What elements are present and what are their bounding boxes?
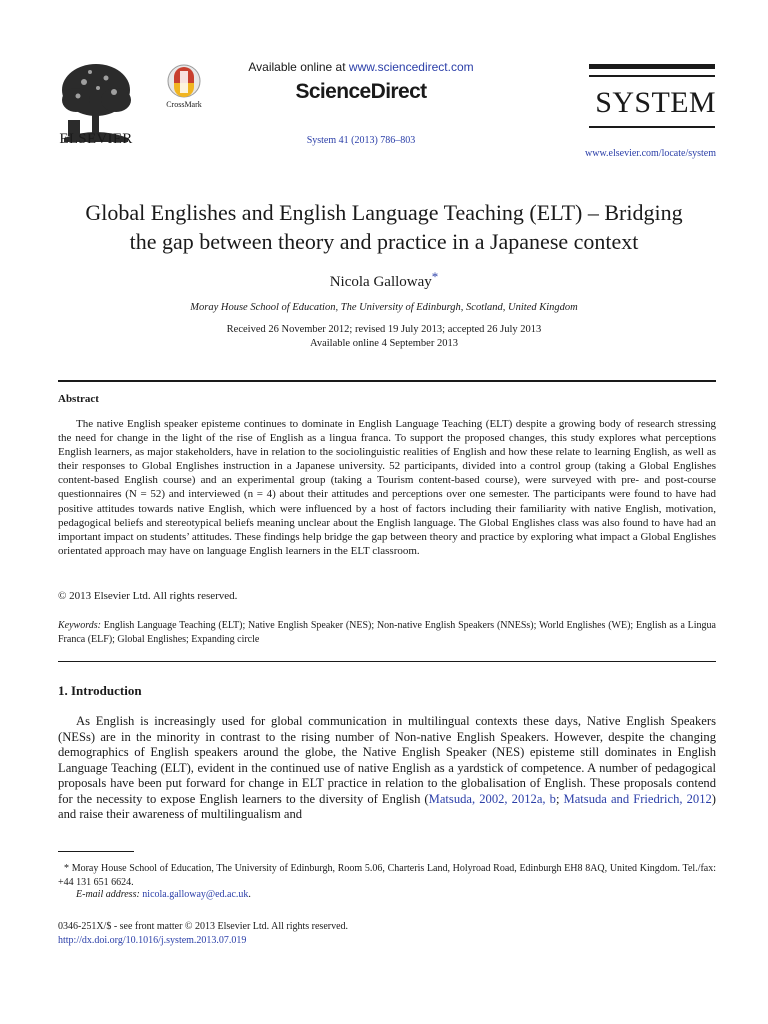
keywords-list: English Language Teaching (ELT); Native English Speaker (NES); Non-native English Speakers (NNESs); World Englishes (WE); English as a Lingua Franca (ELF); Global Englishes; Expanding circle (58, 620, 716, 645)
sciencedirect-link[interactable]: www.sciencedirect.com (348, 60, 474, 74)
journal-bar-bottom (589, 126, 715, 128)
author-name: Nicola Galloway (329, 274, 432, 290)
title-line-2: the gap between theory and practice in a Japanese context (129, 229, 639, 254)
sciencedirect-logo: ScienceDirect (295, 80, 427, 103)
received-dates: Received 26 November 2012; revised 19 July 2013; accepted 26 July 2013 (226, 324, 542, 335)
available-online-text: Available online at (248, 60, 349, 74)
author (100, 269, 668, 291)
ref-separator: ; (555, 791, 564, 806)
affiliation: Moray House School of Education, The University of Edinburgh, Scotland, United Kingdom (190, 302, 578, 313)
author-email (76, 889, 676, 900)
doi-link[interactable]: http://dx.doi.org/10.1016/j.system.2013.07.019 (58, 935, 247, 946)
publisher-name: ELSEVIER (59, 131, 133, 147)
email-link[interactable]: nicola.galloway@ed.ac.uk (142, 889, 249, 900)
abstract-copyright: © 2013 Elsevier Ltd. All rights reserved. (58, 590, 238, 602)
introduction-paragraph (58, 714, 716, 823)
section-heading-introduction: 1. Introduction (58, 683, 142, 698)
journal-bar-top (589, 64, 715, 69)
issn-block (58, 920, 716, 948)
available-online-date: Available online 4 September 2013 (310, 338, 458, 349)
article-title (40, 198, 728, 256)
article-dates (60, 323, 708, 351)
reference-link-matsuda-friedrich[interactable]: Matsuda and Friedrich, 2012 (563, 791, 712, 806)
journal-url-link[interactable]: www.elsevier.com/locate/system (585, 148, 716, 159)
divider (58, 380, 716, 382)
journal-name: SYSTEM (595, 86, 716, 119)
author-footnote-link[interactable]: * (431, 269, 439, 284)
reference-link-matsuda-2002[interactable]: Matsuda, 2002, 2012a, b (428, 791, 556, 806)
author-footnote: * Moray House School of Education, The University of Edinburgh, Room 5.06, Charteris Land, Holyroad Road, Edinburgh EH8 8AQ, United Kingdom. Tel./fax: +44 131 651 6624. (58, 863, 716, 888)
issn-line: 0346-251X/$ - see front matter © 2013 Elsevier Ltd. All rights reserved. (58, 921, 349, 932)
journal-citation[interactable]: System 41 (2013) 786–803 (306, 135, 416, 146)
crossmark-label: CrossMark (166, 100, 202, 109)
abstract-text: The native English speaker episteme continues to dominate in English Language Teaching (ELT) despite a growing body of research stressing the need for change in the light of the rise of English as a lingua franca. To support the proposed changes, this study explores what perceptions English learners, as major stakeholders, have in relation to the sociolinguistic realities of English and how these relate to learning English, as well as their responses to Global Englishes instruction in a Japanese university. 52 participants, divided into a control group (taking a Global Englishes content-based English course) and an experimental group (taking a Tourism content-based course), were surveyed with pre- and post-course questionnaires (N = 52) and interviewed (n = 4) about their attitudes and perceptions over one semester. The participants were found to have had positive attitudes towards native English, which were influenced by a host of factors including their familiarity with native English, motivation, pedagogical beliefs and stereotypical beliefs meaning unclear about the English language. The Global Englishes class was also found to have had an important impact on students’ attitudes. These findings help bridge the gap between theory and practice by exploring what impact a Global Englishes orientated approach may have on language English learners in the ELT classroom. (58, 418, 716, 557)
available-online (226, 60, 496, 74)
journal-bar-thin (589, 75, 715, 77)
footnote-rule (58, 851, 134, 852)
email-end: . (248, 889, 251, 900)
abstract-heading: Abstract (58, 393, 99, 405)
title-line-1: Global Englishes and English Language Teaching (ELT) – Bridging (85, 200, 683, 225)
keywords (58, 619, 716, 646)
divider (58, 661, 716, 662)
keywords-label: Keywords: (58, 620, 101, 631)
email-label: E-mail address: (76, 889, 140, 900)
intro-text-end: ) and raise their awareness of multilingualism and (58, 791, 716, 821)
intro-text: As English is increasingly used for global communication in multilingual contexts these days, Native English Speakers (NESs) are in the minority in contrast to the rising number of Non-native English Speakers. However, despite the changing demographics of English speakers around the globe, the Native English Speaker (NES) episteme still dominates in English Language Teaching (ELT), evident in the continued use of native English as a yardstick of competence. A number of pedagogical proposals have been put forward for change in ELT practice in relation to the globalisation of English. These proposals contend for the necessity to expose English learners to the diversity of English ( (58, 714, 716, 806)
